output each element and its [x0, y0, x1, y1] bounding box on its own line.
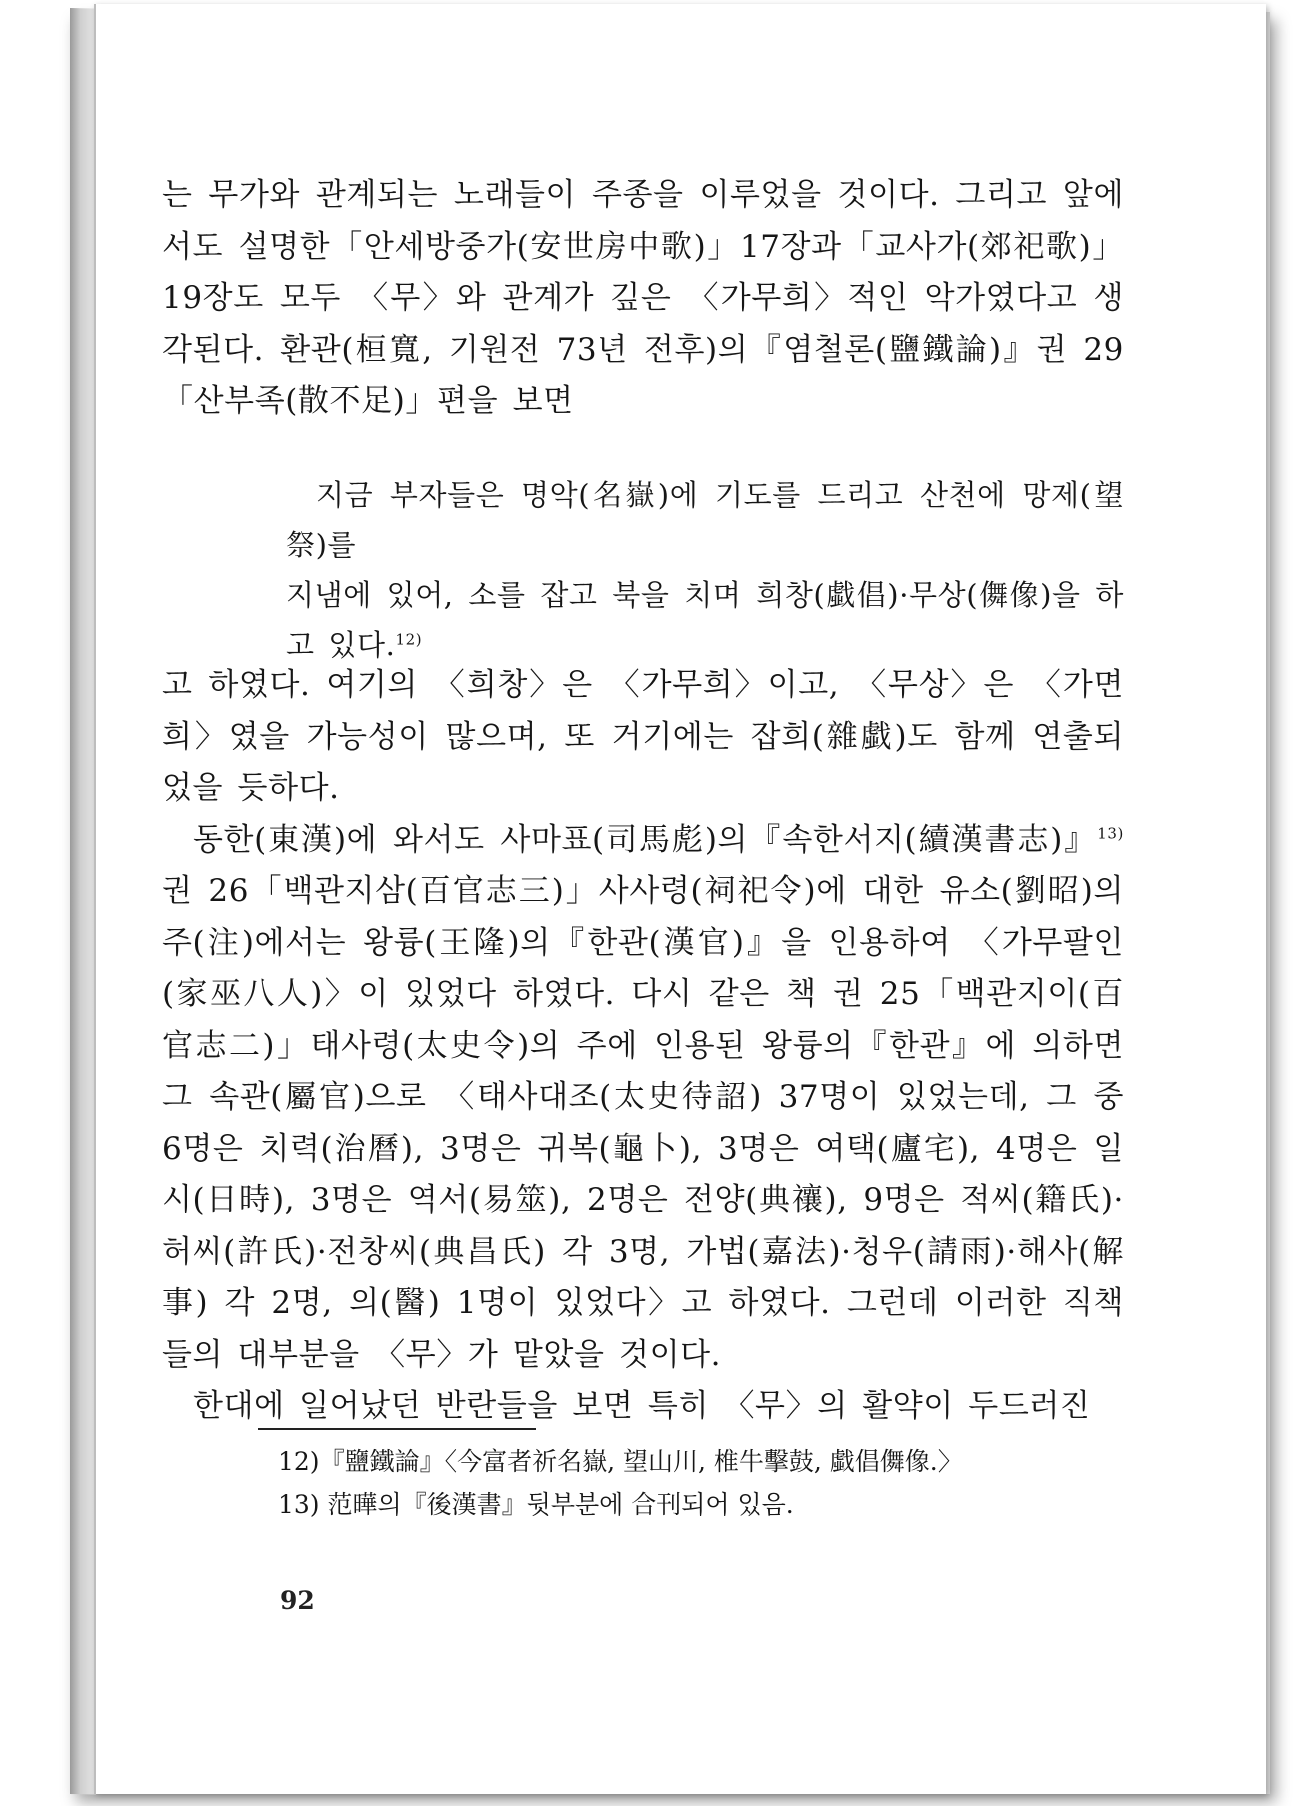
- paragraph-3: [162, 815, 1124, 1382]
- quote-rest: 지냄에 있어, 소를 잡고 북을 치며 희창(戱倡)·무상(儛像)을 하고 있다.: [286, 578, 1124, 662]
- footnotes: [278, 1440, 1128, 1526]
- block-quote: [286, 470, 1124, 670]
- paragraph-4: 한대에 일어났던 반란들을 보면 특히 〈무〉의 활약이 두드러진: [193, 1388, 1091, 1424]
- paragraph-1: 는 무가와 관계되는 노래들이 주종을 이루었을 것이다. 그리고 앞에서도 설명한「안세방중가(安世房中歌)」17장과「교사가(郊祀歌)」19장도 모두 〈무〉와 관계가 깊은 〈가무희〉적인 악가였다고 생각된다. 환관(桓寬, 기원전 73년 전후)의『염철론(鹽鐵論)』권 29「산부족(散不足)」편을 보면: [162, 177, 1124, 419]
- paragraph-3-rest: 권 26「백관지삼(百官志三)」사사령(祠祀令)에 대한 유소(劉昭)의 주(注)에서는 왕륭(王隆)의『한관(漢官)』을 인용하여 〈가무팔인(家巫八人)〉이 있었다 하였다. 다시 같은 책 권 25「백관지이(百官志二)」태사령(太史令)의 주에 인용된 왕륭의『한관』에 의하면 그 속관(屬官)으로 〈태사대조(太史待詔) 37명이 있었는데, 그 중 6명은 치력(治曆), 3명은 귀복(龜卜), 3명은 여택(廬宅), 4명은 일시(日時), 3명은 역서(易筮), 2명은 전양(典禳), 9명은 적씨(籍氏)·허씨(許氏)·전창씨(典昌氏) 각 3명, 가법(嘉法)·청우(請雨)·해사(解事) 각 2명, 의(醫) 1명이 있었다〉고 하였다. 그런데 이러한 직책들의 대부분을 〈무〉가 맡았을 것이다.: [162, 873, 1124, 1373]
- book-spine-edge: [70, 8, 96, 1795]
- footnote-divider: [258, 1428, 536, 1430]
- footnote-ref-13: 13): [1097, 824, 1124, 843]
- body-text-top: [162, 170, 1124, 428]
- paragraph-2: 고 하였다. 여기의 〈희창〉은 〈가무희〉이고, 〈무상〉은 〈가면희〉였을 가능성이 많으며, 또 거기에는 잡희(雜戱)도 함께 연출되었을 듯하다.: [162, 667, 1124, 806]
- page-number: 92: [280, 1586, 315, 1615]
- quote-line-1: 지금 부자들은 명악(名嶽)에 기도를 드리고 산천에 망제(望祭)를: [286, 478, 1124, 562]
- paragraph-3-start: 동한(東漢)에 와서도 사마표(司馬彪)의『속한서지(續漢書志)』: [193, 821, 1098, 858]
- quote-continuation: [286, 570, 1124, 670]
- footnote-13: 13) 范曄의『後漢書』뒷부분에 合刊되어 있음.: [278, 1490, 794, 1519]
- footnote-12: 12)『鹽鐵論』〈今富者祈名嶽, 望山川, 椎牛擊鼓, 戱倡儛像.〉: [278, 1447, 963, 1476]
- body-text-main: [162, 660, 1124, 1433]
- footnote-ref-12: 12): [395, 630, 423, 649]
